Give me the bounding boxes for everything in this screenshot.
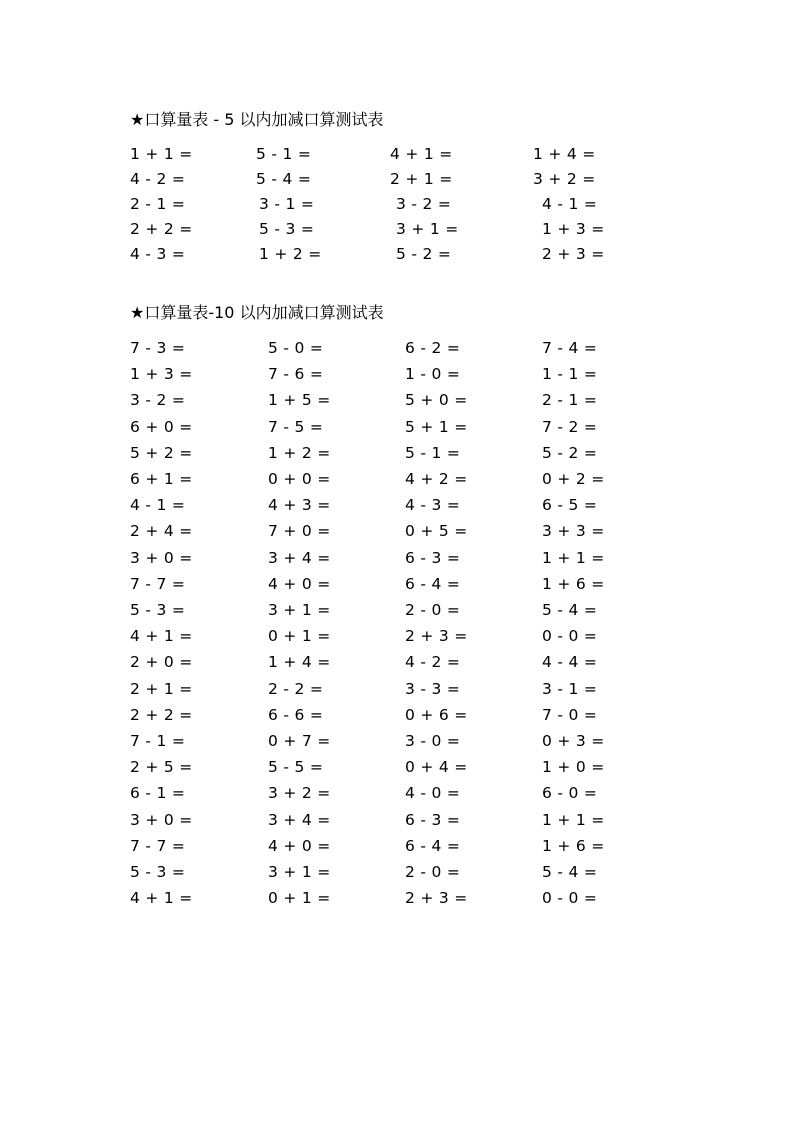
problem-item: 6 - 1 = <box>130 784 186 803</box>
problem-item: 0 + 6 = <box>405 705 468 724</box>
problem-item: 2 + 2 = <box>130 705 193 724</box>
problem-item: 1 + 1 = <box>130 145 193 163</box>
problem-item: 0 + 3 = <box>542 732 605 750</box>
problem-item: 1 + 2 = <box>268 443 331 462</box>
problem-item: 5 - 4 = <box>256 170 312 188</box>
problem-item: 5 - 3 = <box>130 601 186 619</box>
problem-item: 6 + 1 = <box>130 470 193 488</box>
problem-item: 7 - 1 = <box>130 732 186 750</box>
problem-item: 4 - 2 = <box>405 653 461 672</box>
problem-item: 1 - 0 = <box>405 365 461 384</box>
problem-item: 2 + 2 = <box>130 220 193 238</box>
problem-item: 3 + 4 = <box>268 548 331 567</box>
problem-item: 2 + 3 = <box>405 889 468 908</box>
problem-item: 5 - 2 = <box>542 443 598 462</box>
problem-item: 0 - 0 = <box>542 627 598 646</box>
problem-item: 3 + 2 = <box>533 170 596 188</box>
problem-item: 5 - 5 = <box>268 758 324 777</box>
problem-item: 5 - 3 = <box>130 863 186 881</box>
problem-item: 3 - 1 = <box>542 679 598 698</box>
problem-item: 6 - 2 = <box>405 339 461 357</box>
problem-item: 1 - 1 = <box>542 365 598 384</box>
problem-item: 2 + 5 = <box>130 758 193 777</box>
problem-item: 6 - 4 = <box>405 574 461 593</box>
problem-item: 0 + 0 = <box>268 470 331 488</box>
problem-item: 5 - 2 = <box>396 245 452 263</box>
problem-item: 5 - 0 = <box>268 339 324 357</box>
problem-item: 2 + 3 = <box>542 245 605 263</box>
problem-item: 0 + 2 = <box>542 470 605 488</box>
problem-item: 5 + 2 = <box>130 443 193 462</box>
problem-item: 4 + 0 = <box>268 836 331 855</box>
problem-item: 7 - 2 = <box>542 417 598 436</box>
problem-item: 4 + 2 = <box>405 470 468 488</box>
problem-item: 4 + 1 = <box>390 145 453 163</box>
problem-item: 2 + 1 = <box>130 679 193 698</box>
problem-item: 2 + 1 = <box>390 170 453 188</box>
problem-item: 6 - 3 = <box>405 548 461 567</box>
problem-item: 4 - 3 = <box>130 245 186 263</box>
problem-item: 4 + 1 = <box>130 627 193 646</box>
problem-item: 4 + 0 = <box>268 574 331 593</box>
problem-item: 6 - 5 = <box>542 496 598 515</box>
problem-item: 0 + 1 = <box>268 889 331 908</box>
problem-item: 4 - 1 = <box>542 195 598 213</box>
problem-item: 6 + 0 = <box>130 417 193 436</box>
problem-item: 5 - 3 = <box>259 220 315 238</box>
problem-item: 2 - 0 = <box>405 601 461 619</box>
problem-item: 5 - 1 = <box>256 145 312 163</box>
problem-item: 2 + 0 = <box>130 653 193 672</box>
problem-item: 1 + 0 = <box>542 758 605 777</box>
problem-item: 2 - 1 = <box>542 391 598 410</box>
problem-item: 0 + 7 = <box>268 732 331 750</box>
problem-item: 1 + 4 = <box>268 653 331 672</box>
problem-item: 7 + 0 = <box>268 522 331 541</box>
problem-item: 4 - 3 = <box>405 496 461 515</box>
problem-item: 0 + 1 = <box>268 627 331 646</box>
problem-item: 7 - 4 = <box>542 339 598 357</box>
problem-item: 3 - 1 = <box>259 195 315 213</box>
problem-item: 2 + 4 = <box>130 522 193 541</box>
problem-item: 3 + 0 = <box>130 810 193 829</box>
problem-item: 3 - 2 = <box>130 391 186 410</box>
problem-item: 1 + 4 = <box>533 145 596 163</box>
problem-item: 1 + 2 = <box>259 245 322 263</box>
problem-item: 3 + 1 = <box>268 863 331 881</box>
section-title-5: ★口算量表 - 5 以内加减口算测试表 <box>130 110 384 129</box>
problem-item: 2 - 2 = <box>268 679 324 698</box>
problem-item: 1 + 3 = <box>542 220 605 238</box>
problem-item: 4 - 1 = <box>130 496 186 515</box>
problem-item: 3 + 1 = <box>396 220 459 238</box>
problem-item: 4 - 0 = <box>405 784 461 803</box>
problem-item: 7 - 5 = <box>268 417 324 436</box>
problem-item: 3 + 3 = <box>542 522 605 541</box>
problem-item: 1 + 1 = <box>542 810 605 829</box>
problem-item: 3 - 2 = <box>396 195 452 213</box>
problem-item: 4 - 2 = <box>130 170 186 188</box>
problem-item: 7 - 3 = <box>130 339 186 357</box>
problem-item: 7 - 6 = <box>268 365 324 384</box>
problem-item: 2 + 3 = <box>405 627 468 646</box>
problem-item: 1 + 3 = <box>130 365 193 384</box>
problem-item: 1 + 6 = <box>542 836 605 855</box>
problem-item: 2 - 1 = <box>130 195 186 213</box>
problem-item: 6 - 4 = <box>405 836 461 855</box>
problem-item: 4 + 1 = <box>130 889 193 908</box>
problem-item: 7 - 7 = <box>130 836 186 855</box>
problem-item: 0 + 4 = <box>405 758 468 777</box>
problem-item: 6 - 6 = <box>268 705 324 724</box>
problem-item: 5 + 0 = <box>405 391 468 410</box>
problem-item: 5 - 4 = <box>542 863 598 881</box>
problem-item: 5 + 1 = <box>405 417 468 436</box>
problem-item: 3 - 0 = <box>405 732 461 750</box>
problem-item: 3 + 1 = <box>268 601 331 619</box>
problem-item: 0 - 0 = <box>542 889 598 908</box>
problem-item: 3 + 4 = <box>268 810 331 829</box>
problem-item: 0 + 5 = <box>405 522 468 541</box>
problem-item: 7 - 0 = <box>542 705 598 724</box>
problem-item: 6 - 0 = <box>542 784 598 803</box>
problem-item: 1 + 5 = <box>268 391 331 410</box>
problem-item: 1 + 6 = <box>542 574 605 593</box>
problem-item: 4 + 3 = <box>268 496 331 515</box>
section-title-10: ★口算量表-10 以内加减口算测试表 <box>130 303 384 322</box>
problem-item: 4 - 4 = <box>542 653 598 672</box>
problem-item: 1 + 1 = <box>542 548 605 567</box>
problem-item: 5 - 1 = <box>405 443 461 462</box>
problem-item: 3 + 2 = <box>268 784 331 803</box>
problem-item: 7 - 7 = <box>130 574 186 593</box>
problem-item: 2 - 0 = <box>405 863 461 881</box>
problem-item: 3 - 3 = <box>405 679 461 698</box>
problem-item: 3 + 0 = <box>130 548 193 567</box>
problem-item: 6 - 3 = <box>405 810 461 829</box>
problem-item: 5 - 4 = <box>542 601 598 619</box>
